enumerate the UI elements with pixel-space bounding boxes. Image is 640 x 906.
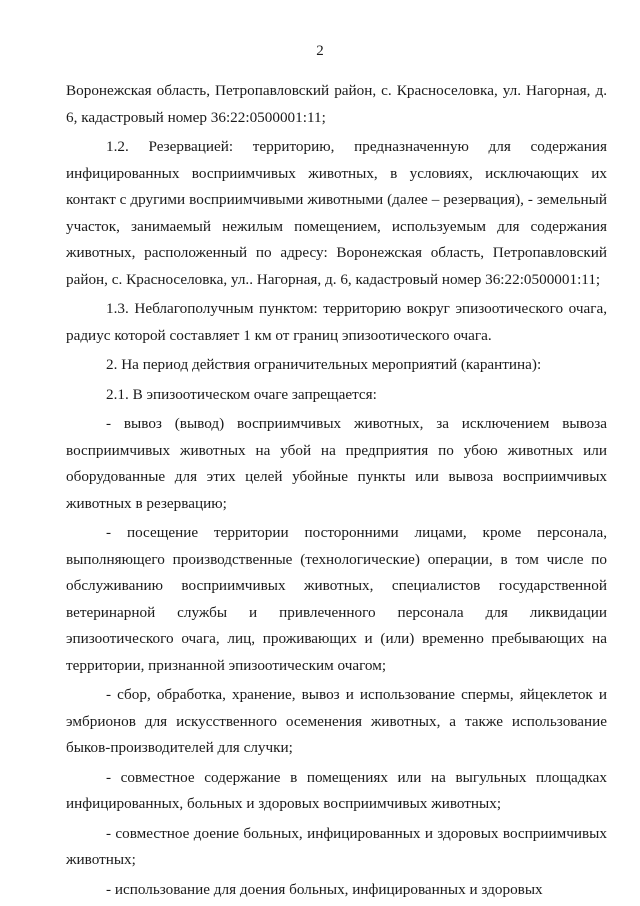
bullet-milking-use: - использование для доения больных, инфицированных и здоровых <box>106 880 543 898</box>
page-number: 2 <box>316 43 324 59</box>
paragraph-item-2-1: 2.1. В эпизоотическом очаге запрещается: <box>106 385 377 403</box>
bullet-collection: - сбор, обработка, хранение, вывоз и использование спермы, яйцеклеток и эмбрионов для искусственного осеменения животных, а также использование быков-производителей для случки; <box>66 686 607 756</box>
paragraph-item-1-3: 1.3. Неблагополучным пунктом: территорию вокруг эпизоотического очага, радиус которой составляет 1 км от границ эпизоотического очага. <box>66 300 607 344</box>
paragraph-item-1-2: 1.2. Резервацией: территорию, предназначенную для содержания инфицированных восприимчивых животных, в условиях, исключающих их контакт с другими восприимчивыми животными (далее – резервация), - земельный участок, занимаемый нежилым помещением, используемым для содержания животных, расположенный по адресу: Воронежская область, Петропавловский район, с. Красноселовка, ул.. Нагорная, д. 6, кадастровый номер 36:22:0500001:11; <box>66 138 607 288</box>
paragraph-address-continued: Воронежская область, Петропавловский район, с. Красноселовка, ул. Нагорная, д. 6, кадастровый номер 36:22:0500001:11; <box>66 82 607 126</box>
bullet-joint-keeping: - совместное содержание в помещениях или на выгульных площадках инфицированных, больных и здоровых восприимчивых животных; <box>66 768 607 812</box>
bullet-export: - вывоз (вывод) восприимчивых животных, за исключением вывоза восприимчивых животных на убой на предприятия по убою животных или оборудованные для этих целей убойные пункты или вывоза восприимчивых животных в резервацию; <box>66 415 607 512</box>
bullet-joint-milking: - совместное доение больных, инфицированных и здоровых восприимчивых животных; <box>66 824 607 868</box>
paragraph-item-2: 2. На период действия ограничительных мероприятий (карантина): <box>106 356 542 373</box>
bullet-visiting: - посещение территории посторонними лицами, кроме персонала, выполняющего производственные (технологические) операции, в том числе по обслуживанию восприимчивых животных, специалистов государственной ветеринарной службы и привлеченного персонала для ликвидации эпизоотического очага, лиц, проживающих и (или) временно пребывающих на территории, признанной эпизоотическим очагом; <box>66 524 607 674</box>
document-body <box>66 78 607 906</box>
